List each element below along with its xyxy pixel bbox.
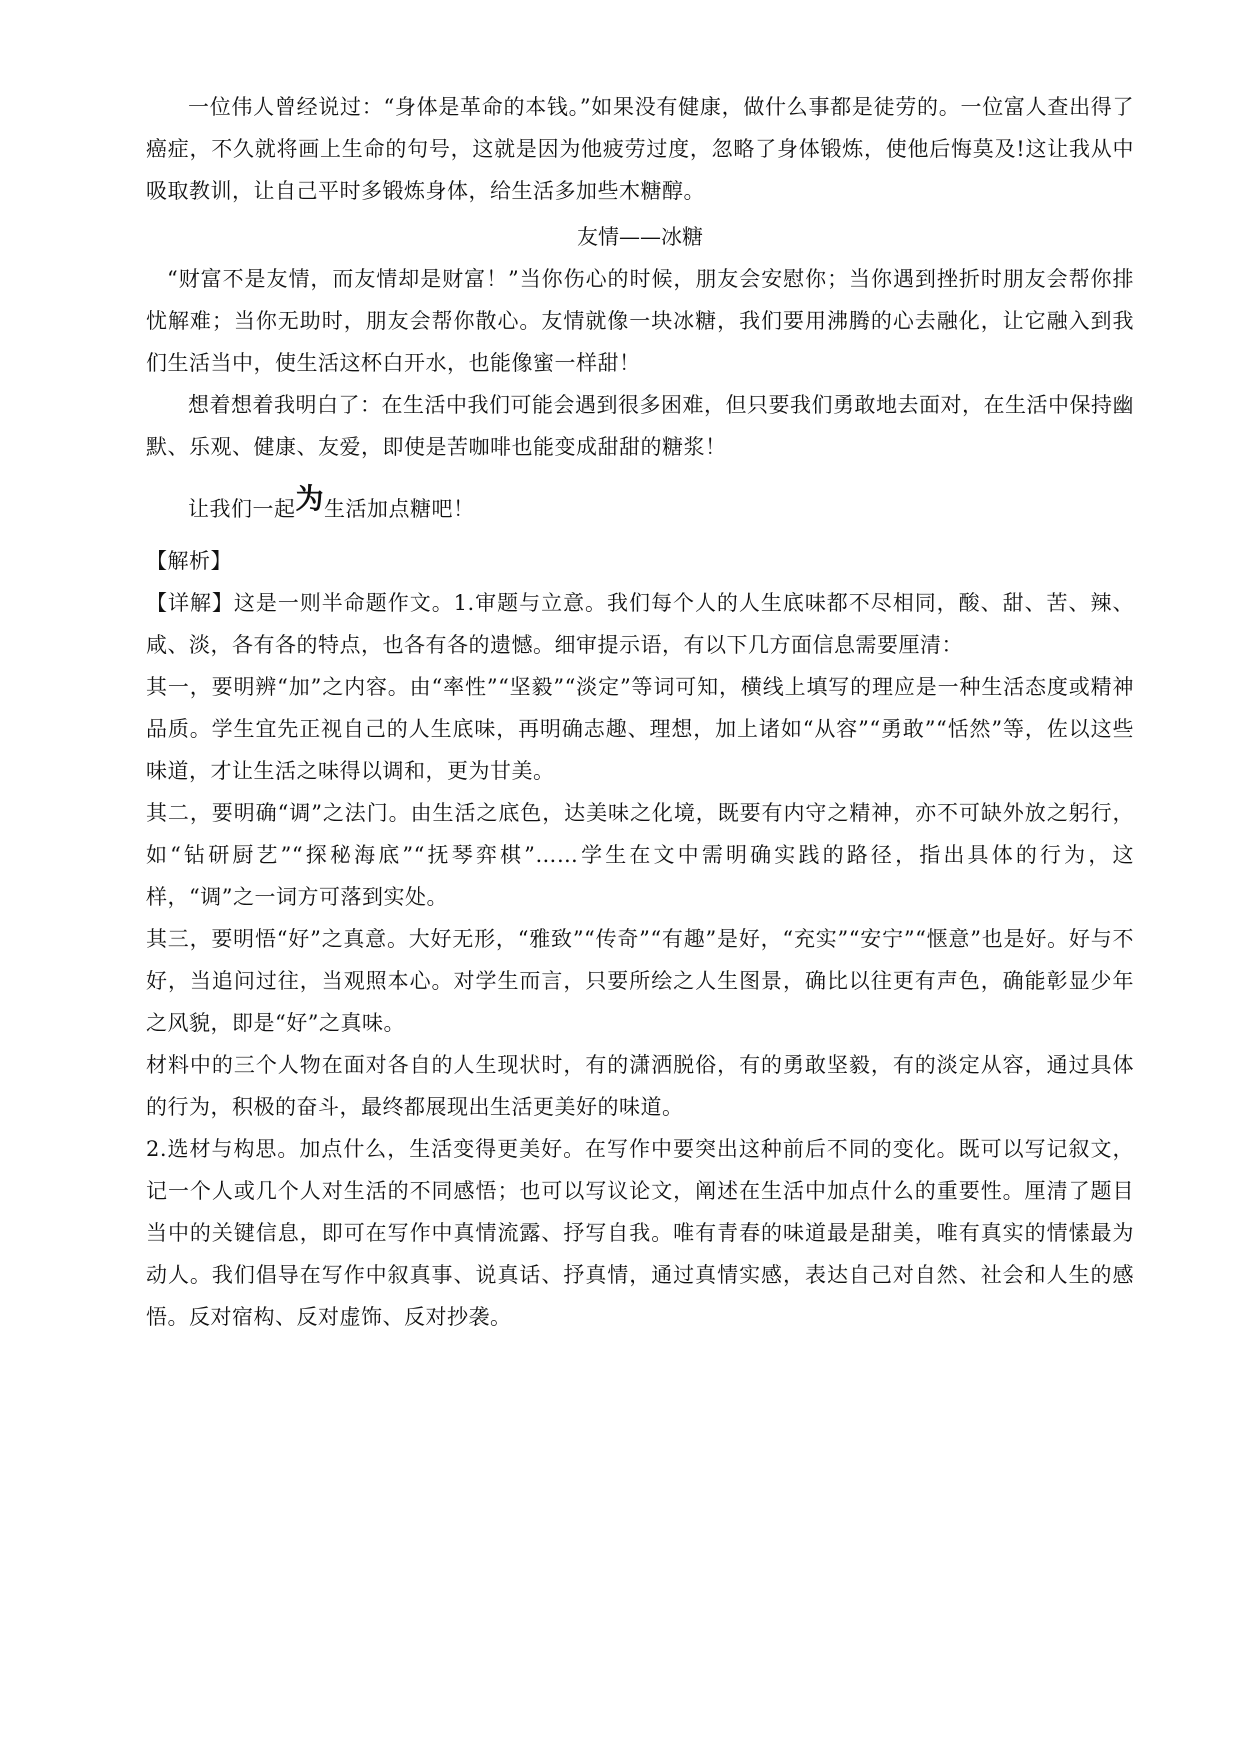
section-two: 2.选材与构思。加点什么，生活变得更美好。在写作中要突出这种前后不同的变化。既可以写记叙文，记一个人或几个人对生活的不同感悟；也可以写议论文，阐述在生活中加点什么的重要性。厘清了题目当中的关键信息，即可在写作中真情流露、抒写自我。唯有青春的味道最是甜美，唯有真实的情愫最为动人。我们倡导在写作中叙真事、说真话、抒真情，通过真情实感，表达自己对自然、社会和人生的感悟。反对宿构、反对虚饰、反对抄袭。 [146, 1137, 1134, 1329]
subtitle-friendship: 友情——冰糖 [577, 225, 703, 249]
conclusion-emphasis: 为 [295, 482, 325, 515]
paragraph-health: 一位伟人曾经说过：“身体是革命的本钱。”如果没有健康，做什么事都是徒劳的。一位富人查出得了癌症，不久就将画上生命的句号，这就是因为他疲劳过度，忽略了身体锻炼，使他后悔莫及!这让我从中吸取教训，让自己平时多锻炼身体，给生活多加些木糖醇。 [146, 95, 1134, 203]
conclusion-start: 让我们一起 [188, 497, 296, 521]
detail-paragraph: 【详解】这是一则半命题作文。1.审题与立意。我们每个人的人生底味都不尽相同，酸、甜、苦、辣、咸、淡，各有各的特点，也各有各的遗憾。细审提示语，有以下几方面信息需要厘清： [146, 591, 1134, 657]
paragraph-realization: 想着想着我明白了：在生活中我们可能会遇到很多困难，但只要我们勇敢地去面对，在生活中保持幽默、乐观、健康、友爱，即使是苦咖啡也能变成甜甜的糖浆！ [146, 393, 1134, 459]
paragraph-friendship: “财富不是友情，而友情却是财富！”当你伤心的时候，朋友会安慰你；当你遇到挫折时朋友会帮你排忧解难；当你无助时，朋友会帮你散心。友情就像一块冰糖，我们要用沸腾的心去融化，让它融入到我们生活当中，使生活这杯白开水，也能像蜜一样甜！ [146, 267, 1134, 375]
paragraph-conclusion [146, 482, 1134, 530]
point-one: 其一，要明辨“加”之内容。由“率性”“坚毅”“淡定”等词可知，横线上填写的理应是一种生活态度或精神品质。学生宜先正视自己的人生底味，再明确志趣、理想，加上诸如“从容”“勇敢”“恬然”等，佐以这些味道，才让生活之味得以调和，更为甘美。 [146, 675, 1134, 783]
analysis-heading: 【解析】 [146, 549, 232, 573]
point-two: 其二，要明确“调”之法门。由生活之底色，达美味之化境，既要有内守之精神，亦不可缺外放之躬行，如“钻研厨艺”“探秘海底”“抚琴弈棋”……学生在文中需明确实践的路径，指出具体的行为，这样，“调”之一词方可落到实处。 [146, 801, 1134, 909]
conclusion-end: 生活加点糖吧！ [324, 497, 475, 521]
point-three: 其三，要明悟“好”之真意。大好无形，“雅致”“传奇”“有趣”是好，“充实”“安宁”“惬意”也是好。好与不好，当追问过往，当观照本心。对学生而言，只要所绘之人生图景，确比以往更有声色，确能彰显少年之风貌，即是“好”之真味。 [146, 927, 1134, 1035]
material-paragraph: 材料中的三个人物在面对各自的人生现状时，有的潇洒脱俗，有的勇敢坚毅，有的淡定从容，通过具体的行为，积极的奋斗，最终都展现出生活更美好的味道。 [146, 1053, 1134, 1119]
